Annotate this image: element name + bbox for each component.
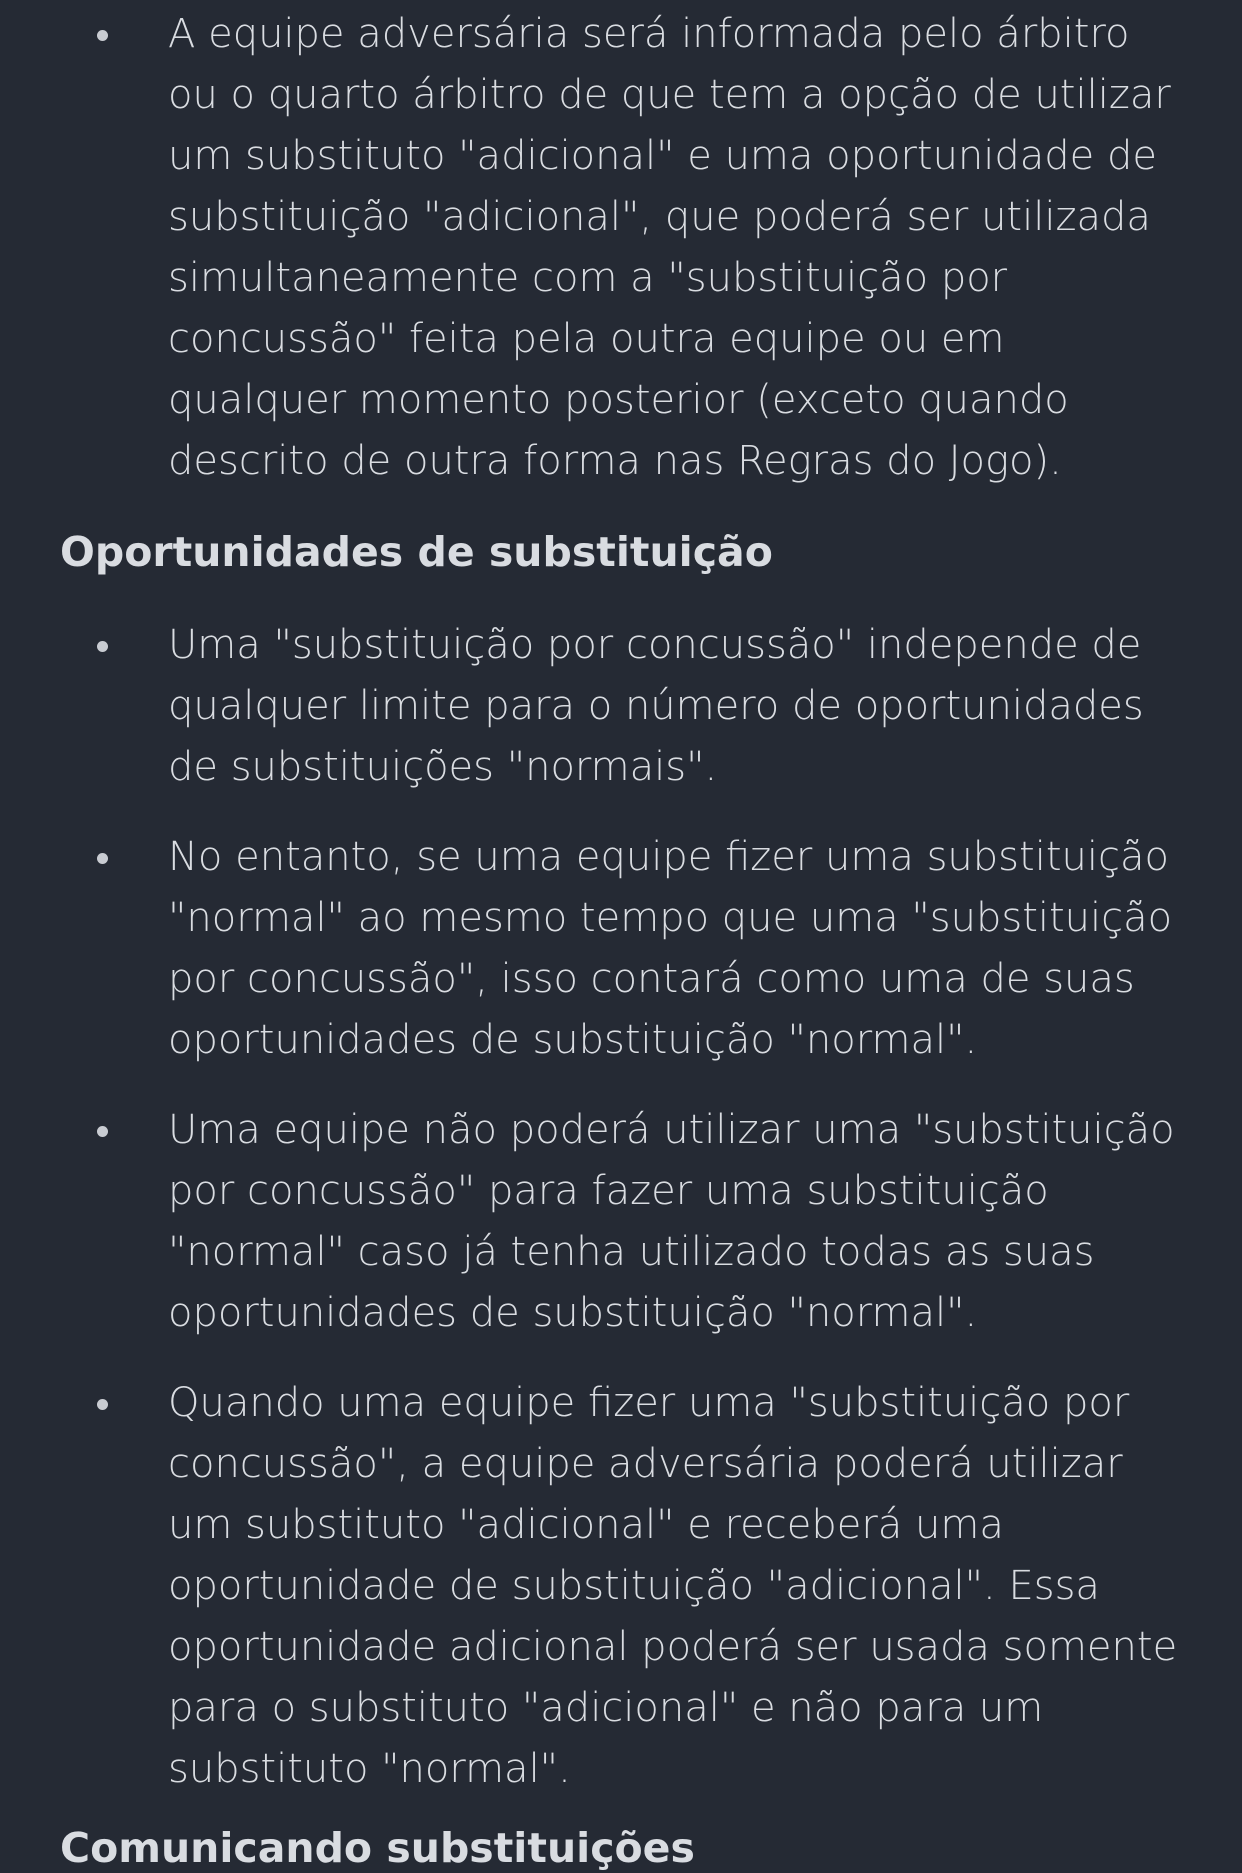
- bullet-icon: [97, 1126, 108, 1137]
- bullet-icon: [97, 641, 108, 652]
- list-item-text: A equipe adversária será informada pelo árbitro ou o quarto árbitro de que tem a opção de utilizar um substituto "adicional" e uma oportunidade de substituição "adicional", que poderá ser utilizada simultaneamente com a "substituição por concussão" feita pela outra equipe ou em qualquer momento posterior (exceto quando descrito de outra forma nas Regras do Jogo).: [168, 11, 1171, 484]
- list-item: [0, 615, 1242, 798]
- list-item: [0, 827, 1242, 1071]
- list-item-text: No entanto, se uma equipe fizer uma substituição "normal" ao mesmo tempo que uma "substituição por concussão", isso contará como uma de suas oportunidades de substituição "normal".: [168, 834, 1173, 1063]
- list-item: [0, 1100, 1242, 1344]
- list-item-text: Uma "substituição por concussão" independe de qualquer limite para o número de oportunidades de substituições "normais".: [168, 622, 1144, 790]
- bullet-icon: [97, 30, 108, 41]
- list-item: [0, 1373, 1242, 1800]
- list-item-text: Uma equipe não poderá utilizar uma "substituição por concussão" para fazer uma substituição "normal" caso já tenha utilizado todas as suas oportunidades de substituição "normal".: [168, 1107, 1175, 1336]
- list-item-text: Quando uma equipe fizer uma "substituição por concussão", a equipe adversária poderá utilizar um substituto "adicional" e receberá uma oportunidade de substituição "adicional". Essa oportunidade adicional poderá ser usada somente para o substituto "adicional" e não para um substituto "normal".: [168, 1380, 1178, 1792]
- bullet-icon: [97, 853, 108, 864]
- list-item: [0, 4, 1242, 492]
- bullet-icon: [97, 1399, 108, 1410]
- bullet-list-top: [0, 4, 1242, 492]
- bullet-list-substitution-opportunities: [0, 615, 1242, 1800]
- section-heading: Oportunidades de substituição: [60, 528, 773, 576]
- next-section-heading: Comunicando substituições: [60, 1824, 695, 1872]
